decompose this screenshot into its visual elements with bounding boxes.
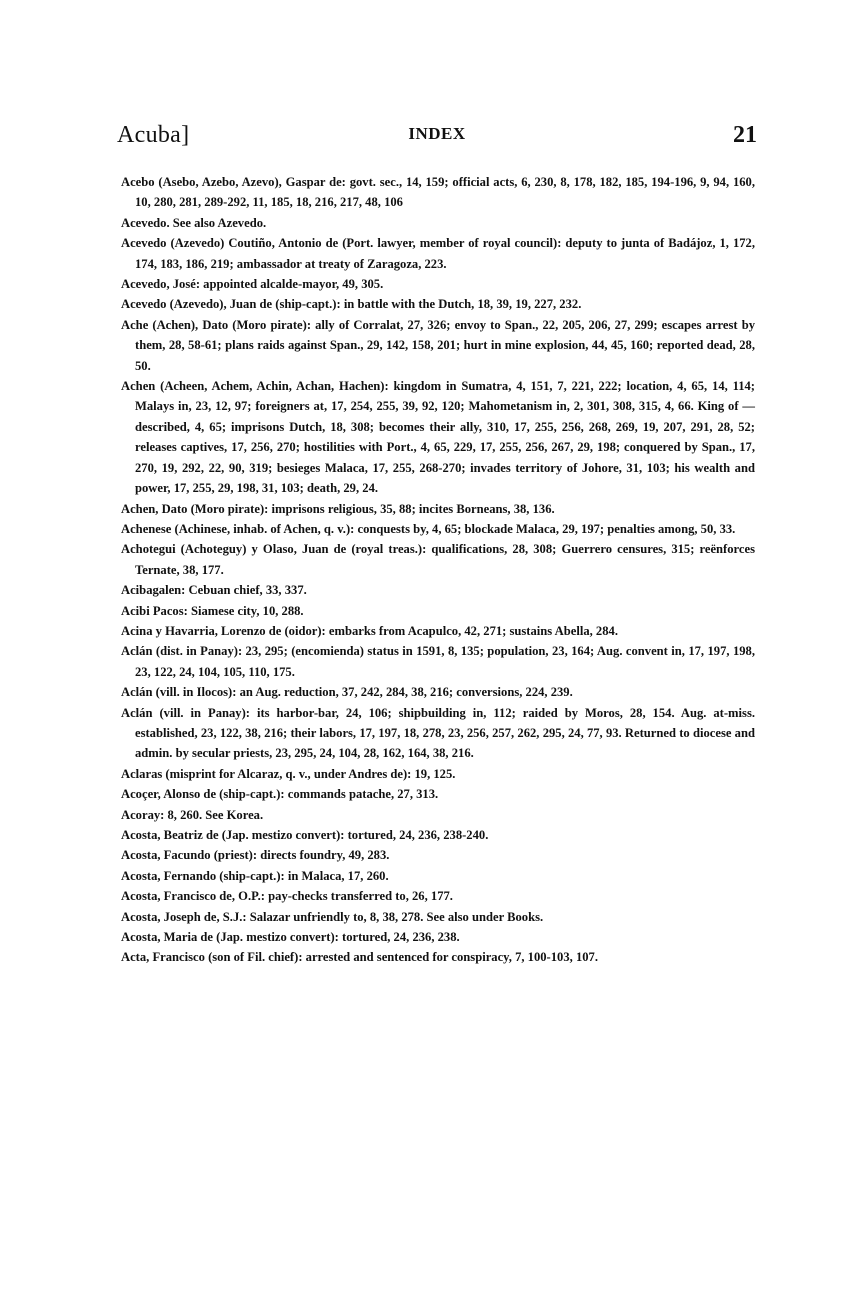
- index-entry: Acebo (Asebo, Azebo, Azevo), Gaspar de: govt. sec., 14, 159; official acts, 6, 230, 8, 178, 182, 185, 194-196, 9, 94, 160, 10, 280, 281, 289-292, 11, 185, 18, 216, 217, 48, 106: [121, 175, 755, 210]
- index-entry: Acosta, Facundo (priest): directs foundry, 49, 283.: [121, 848, 390, 863]
- index-entry: Aclán (vill. in Ilocos): an Aug. reduction, 37, 242, 284, 38, 216; conversions, 224, 239.: [121, 685, 573, 700]
- index-entry: Acosta, Beatriz de (Jap. mestizo convert): tortured, 24, 236, 238-240.: [121, 828, 489, 842]
- index-entry: Acosta, Fernando (ship-capt.): in Malaca, 17, 260.: [121, 868, 389, 883]
- running-head: [117, 120, 757, 154]
- index-entry: Achotegui (Achoteguy) y Olaso, Juan de (royal treas.): qualifications, 28, 308; Guerrero censures, 315; reënforces Ternate, 38, 177.: [121, 542, 755, 577]
- index-entry: Acevedo, José: appointed alcalde-mayor, 49, 305.: [121, 277, 384, 292]
- index-entries: [121, 172, 755, 968]
- index-entry: Achenese (Achinese, inhab. of Achen, q. v.): conquests by, 4, 65; blockade Malaca, 29, 197; penalties among, 50, 33.: [121, 521, 736, 536]
- index-entry: Acosta, Joseph de, S.J.: Salazar unfriendly to, 8, 38, 278. See also under Books.: [121, 909, 544, 924]
- index-entry: Acoray: 8, 260. See Korea.: [121, 807, 264, 822]
- index-entry: Acosta, Francisco de, O.P.: pay-checks transferred to, 26, 177.: [121, 889, 453, 904]
- index-entry: Aclán (dist. in Panay): 23, 295; (encomienda) status in 1591, 8, 135; population, 23, 164; Aug. convent in, 17, 197, 198, 23, 122, 24, 104, 105, 110, 175.: [121, 644, 755, 679]
- index-entry: Acta, Francisco (son of Fil. chief): arrested and sentenced for conspiracy, 7, 100-103, 107.: [121, 950, 598, 965]
- index-entry: Acevedo (Azevedo), Juan de (ship-capt.): in battle with the Dutch, 18, 39, 19, 227, 232.: [121, 297, 582, 312]
- index-entry: Acevedo (Azevedo) Coutiño, Antonio de (Port. lawyer, member of royal council): deputy to junta of Badájoz, 1, 172, 174, 183, 186, 219; ambassador at treaty of Zaragoza, 223.: [121, 236, 755, 271]
- page-number: 21: [733, 122, 757, 148]
- index-entry: Aclán (vill. in Panay): its harbor-bar, 24, 106; shipbuilding in, 112; raided by Moros, 28, 154. Aug. at-miss. established, 23, 122, 38, 216; their labors, 17, 197, 18, 278, 23, 256, 257, 262, 295, 24, 77, 93. Returned to diocese and admin. by secular priests, 23, 295, 24, 104, 28, 162, 164, 38, 216.: [121, 705, 755, 761]
- index-entry: Achen, Dato (Moro pirate): imprisons religious, 35, 88; incites Borneans, 38, 136.: [121, 501, 555, 516]
- index-entry: Acina y Havarria, Lorenzo de (oidor): embarks from Acapulco, 42, 271; sustains Abella, 284.: [121, 623, 618, 638]
- index-entry: Acosta, Maria de (Jap. mestizo convert): tortured, 24, 236, 238.: [121, 930, 460, 945]
- running-head-left: Acuba]: [117, 122, 190, 148]
- index-entry: Aclaras (misprint for Alcaraz, q. v., under Andres de): 19, 125.: [121, 766, 456, 781]
- index-entry: Acibi Pacos: Siamese city, 10, 288.: [121, 603, 304, 618]
- index-entry: Ache (Achen), Dato (Moro pirate): ally of Corralat, 27, 326; envoy to Span., 22, 205, 206, 27, 299; escapes arrest by them, 28, 58-61; plans raids against Span., 29, 142, 158, 201; hurt in mine explosion, 44, 45, 160; reported dead, 28, 50.: [121, 317, 755, 373]
- index-entry: Acevedo. See also Azevedo.: [121, 215, 267, 230]
- running-head-title: INDEX: [408, 124, 466, 143]
- index-entry: Acibagalen: Cebuan chief, 33, 337.: [121, 583, 307, 598]
- index-entry: Acoçer, Alonso de (ship-capt.): commands patache, 27, 313.: [121, 787, 439, 802]
- index-entry: Achen (Acheen, Achem, Achin, Achan, Hachen): kingdom in Sumatra, 4, 151, 7, 221, 222; location, 4, 65, 14, 114; Malays in, 23, 12, 97; foreigners at, 17, 254, 255, 39, 92, 120; Mahometanism in, 2, 301, 308, 315, 4, 66. King of — described, 4, 65; imprisons Dutch, 18, 308; becomes their ally, 310, 17, 255, 256, 268, 269, 19, 207, 291, 28, 52; releases captives, 17, 256, 270; hostilities with Port., 4, 65, 229, 17, 255, 256, 267, 29, 198; conquered by Span., 17, 270, 19, 292, 22, 90, 319; besieges Malaca, 17, 255, 268-270; invades territory of Johore, 31, 103; his wealth and power, 17, 255, 29, 198, 31, 103; death, 29, 24.: [121, 379, 755, 496]
